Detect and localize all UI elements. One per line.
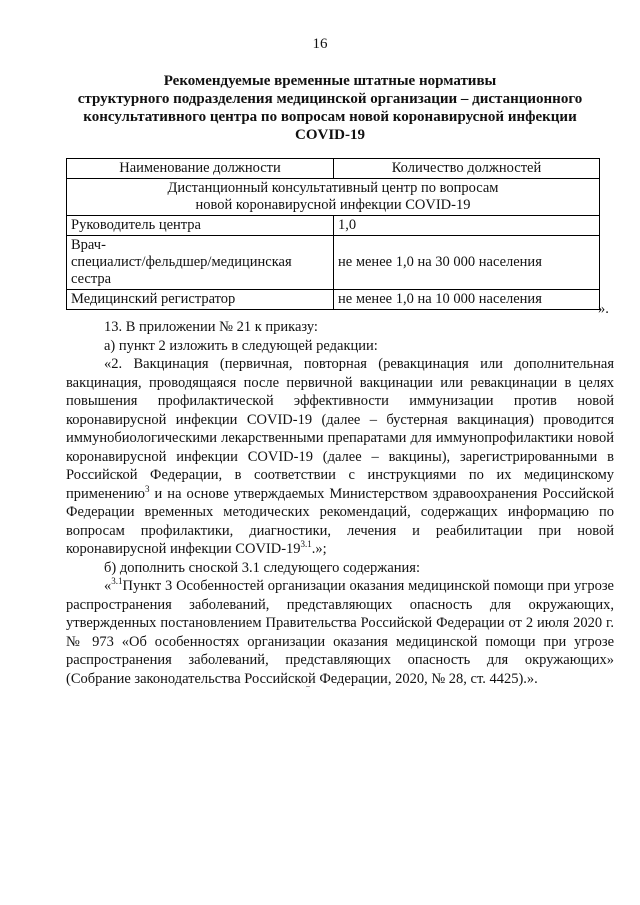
section-cell [67, 179, 600, 216]
paragraph-vaccination [66, 355, 614, 559]
paragraph-13: 13. В приложении № 21 к приказу: [104, 319, 318, 335]
position-line: специалист/фельдшер/медицинская [71, 254, 292, 270]
table-header-row [67, 159, 600, 179]
title-line: структурного подразделения медицинской организации – дистанционного [77, 91, 583, 107]
footnote-ref-3-1: 3.1 [300, 539, 312, 550]
vaccination-text-end: .»; [311, 541, 327, 557]
table-section-row [67, 179, 600, 216]
count-cell: 1,0 [334, 216, 600, 236]
scan-speck [306, 686, 310, 687]
staffing-table [66, 158, 600, 310]
position-cell: Руководитель центра [67, 216, 334, 236]
count-cell: не менее 1,0 на 30 000 населения [334, 236, 600, 290]
section-line: Дистанционный консультативный центр по вопросам [167, 180, 499, 196]
header-count: Количество должностей [334, 159, 600, 179]
paragraph-footnote [66, 577, 614, 688]
paragraph-a: а) пункт 2 изложить в следующей редакции: [104, 337, 378, 354]
table-row [67, 236, 600, 290]
footnote-open-quote: « [104, 578, 112, 594]
position-line: Врач- [71, 237, 106, 253]
section-line: новой коронавирусной инфекции COVID-19 [195, 197, 471, 213]
position-cell: Медицинский регистратор [67, 290, 334, 310]
vaccination-text-2: и на основе утверждаемых Министерством здравоохранения Российской Федерации временных методических рекомендаций, содержащих информацию по вопросам профилактики, диагностики, лечения и реабилитации при новой коронавирусной инфекции COVID-19 [66, 485, 614, 557]
header-position: Наименование должности [67, 159, 334, 179]
table-closing-quote: ». [598, 301, 609, 317]
footnote-text: Пункт 3 Особенностей организации оказания медицинской помощи при угрозе распространения заболеваний, представляющих опасность для окружающих, утвержденных постановлением Правительства Российской Федерации от 2 июля 2020 г. № 973 «Об особенностях организации оказания медицинской помощи при угрозе распространения заболеваний, представляющих опасность для окружающих» (Собрание законодательства Российской Федерации, 2020, № 28, ст. 4425).». [66, 578, 614, 687]
position-cell [67, 236, 334, 290]
position-line: сестра [71, 271, 112, 287]
vaccination-text-1: «2. Вакцинация (первичная, повторная (ревакцинация или дополнительная вакцинация, проводящаяся после первичной вакцинации или ревакцинации в целях повышения профилактической эффективности иммунизации против новой коронавирусной инфекции COVID-19 (далее – бустерная вакцинация) проводится иммунобиологическими лекарственными препаратами для иммунопрофилактики новой коронавирусной инфекции COVID-19 (далее – вакцины), зарегистрированными в Российской Федерации, в соответствии с инструкциями по их медицинскому применению [66, 356, 614, 502]
table-row [67, 290, 600, 310]
page-number: 16 [312, 36, 328, 52]
footnote-number: 3.1 [111, 576, 123, 587]
title-line: консультативного центра по вопросам новой коронавирусной инфекции [83, 109, 577, 125]
footnote-ref-3: 3 [144, 483, 150, 494]
title-line: COVID-19 [295, 127, 365, 143]
paragraph-b: б) дополнить сноской 3.1 следующего содержания: [104, 559, 420, 576]
document-title [60, 72, 600, 144]
title-line: Рекомендуемые временные штатные нормативы [163, 73, 497, 89]
count-cell: не менее 1,0 на 10 000 населения [334, 290, 600, 310]
table-row [67, 216, 600, 236]
body-text [66, 318, 614, 688]
